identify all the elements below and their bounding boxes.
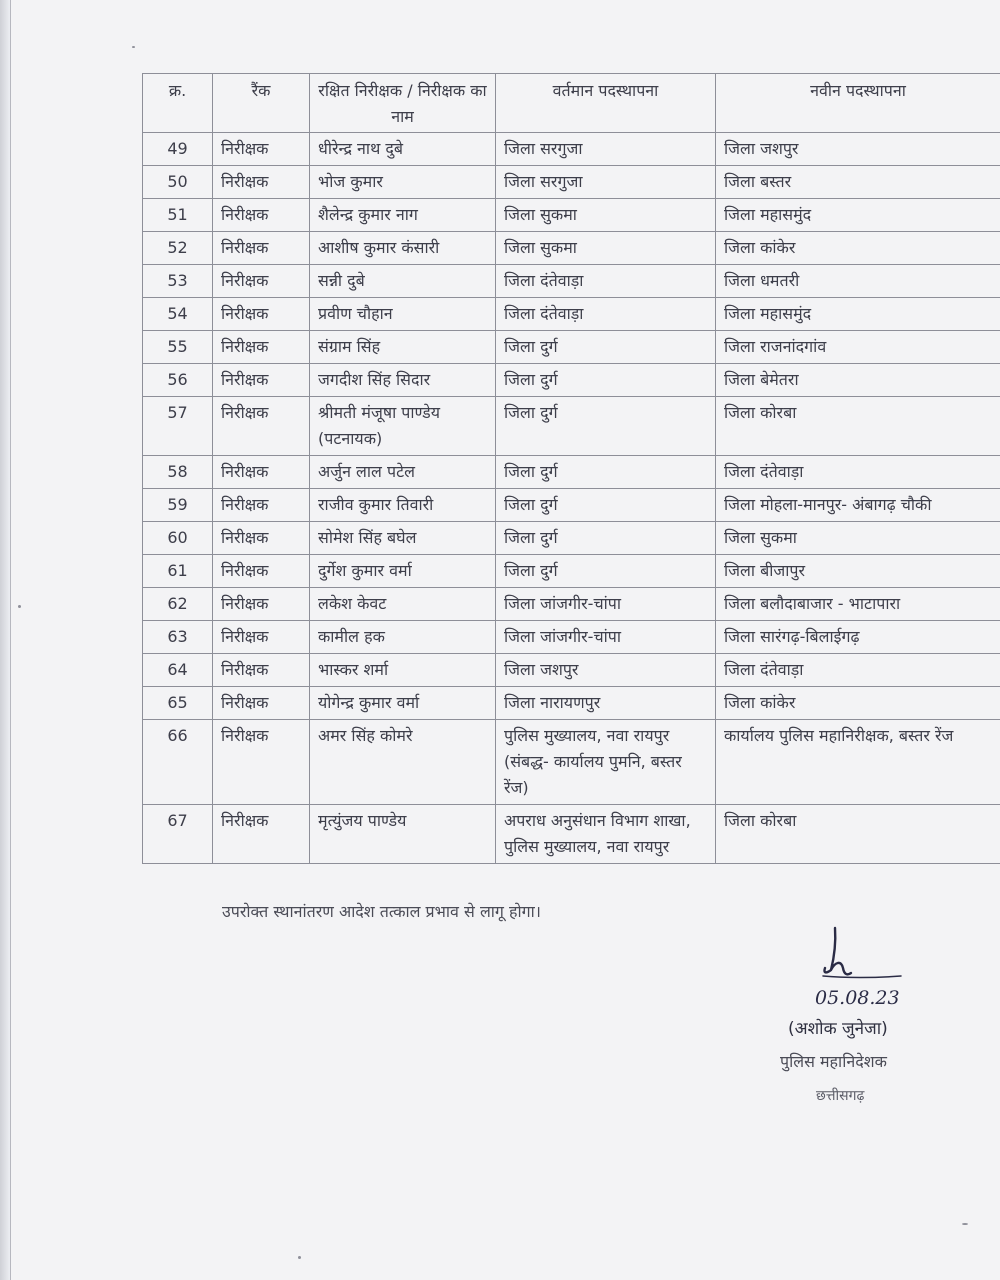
cell-current-posting: जिला दुर्ग	[496, 555, 716, 588]
closing-note: उपरोक्त स्थानांतरण आदेश तत्काल प्रभाव से लागू होगा।	[222, 902, 541, 921]
table-row	[143, 456, 1000, 489]
cell-current-posting: जिला दुर्ग	[496, 456, 716, 489]
cell-name: भास्कर शर्मा	[310, 654, 496, 687]
table-row	[143, 654, 1000, 687]
cell-new-posting: जिला महासमुंद	[716, 298, 1000, 331]
scan-speck	[132, 46, 135, 48]
cell-name: भोज कुमार	[310, 166, 496, 199]
cell-name: धीरेन्द्र नाथ दुबे	[310, 133, 496, 166]
cell-rank: निरीक्षक	[213, 805, 310, 864]
cell-serial: 60	[143, 522, 213, 555]
signatory-name: (अशोक जुनेजा)	[788, 1019, 888, 1039]
cell-rank: निरीक्षक	[213, 720, 310, 805]
cell-rank: निरीक्षक	[213, 621, 310, 654]
page-edge-line	[10, 0, 11, 1280]
cell-new-posting: जिला बस्तर	[716, 166, 1000, 199]
table-row	[143, 265, 1000, 298]
cell-current-posting: जिला दुर्ग	[496, 364, 716, 397]
handwritten-signature	[805, 918, 935, 1013]
cell-new-posting: जिला सारंगढ़-बिलाईगढ़	[716, 621, 1000, 654]
cell-rank: निरीक्षक	[213, 265, 310, 298]
cell-current-posting: जिला दुर्ग	[496, 522, 716, 555]
cell-rank: निरीक्षक	[213, 654, 310, 687]
cell-serial: 59	[143, 489, 213, 522]
table-row	[143, 397, 1000, 456]
cell-new-posting: जिला कोरबा	[716, 397, 1000, 456]
cell-name: प्रवीण चौहान	[310, 298, 496, 331]
cell-new-posting: जिला कोरबा	[716, 805, 1000, 864]
signatory-state: छत्तीसगढ़	[816, 1088, 865, 1104]
cell-current-posting: जिला दुर्ग	[496, 397, 716, 456]
table-row	[143, 805, 1000, 864]
cell-serial: 52	[143, 232, 213, 265]
cell-new-posting: जिला बेमेतरा	[716, 364, 1000, 397]
cell-name: योगेन्द्र कुमार वर्मा	[310, 687, 496, 720]
cell-name: लकेश केवट	[310, 588, 496, 621]
cell-name: अर्जुन लाल पटेल	[310, 456, 496, 489]
cell-current-posting: जिला दंतेवाड़ा	[496, 298, 716, 331]
cell-name: राजीव कुमार तिवारी	[310, 489, 496, 522]
table-row	[143, 588, 1000, 621]
cell-serial: 62	[143, 588, 213, 621]
cell-serial: 63	[143, 621, 213, 654]
header-rank: रैंक	[213, 74, 310, 133]
cell-current-posting: जिला दंतेवाड़ा	[496, 265, 716, 298]
header-name: रक्षित निरीक्षक / निरीक्षक का नाम	[310, 74, 496, 133]
cell-current-posting: जिला जांजगीर-चांपा	[496, 588, 716, 621]
cell-new-posting: जिला सुकमा	[716, 522, 1000, 555]
cell-rank: निरीक्षक	[213, 555, 310, 588]
cell-serial: 54	[143, 298, 213, 331]
header-new-posting: नवीन पदस्थापना	[716, 74, 1000, 133]
cell-current-posting: जिला सुकमा	[496, 232, 716, 265]
cell-serial: 49	[143, 133, 213, 166]
cell-serial: 53	[143, 265, 213, 298]
cell-name: संग्राम सिंह	[310, 331, 496, 364]
table-row	[143, 720, 1000, 805]
table-row	[143, 364, 1000, 397]
cell-current-posting: अपराध अनुसंधान विभाग शाखा, पुलिस मुख्यालय, नवा रायपुर	[496, 805, 716, 864]
cell-current-posting: जिला जांजगीर-चांपा	[496, 621, 716, 654]
cell-rank: निरीक्षक	[213, 489, 310, 522]
table-row	[143, 687, 1000, 720]
cell-serial: 51	[143, 199, 213, 232]
cell-rank: निरीक्षक	[213, 364, 310, 397]
header-current-posting: वर्तमान पदस्थापना	[496, 74, 716, 133]
cell-rank: निरीक्षक	[213, 298, 310, 331]
cell-new-posting: जिला महासमुंद	[716, 199, 1000, 232]
cell-current-posting: जिला जशपुर	[496, 654, 716, 687]
cell-name: श्रीमती मंजूषा पाण्डेय (पटनायक)	[310, 397, 496, 456]
cell-current-posting: जिला सरगुजा	[496, 166, 716, 199]
cell-serial: 65	[143, 687, 213, 720]
cell-new-posting: कार्यालय पुलिस महानिरीक्षक, बस्तर रेंज	[716, 720, 1000, 805]
table-header-row	[143, 74, 1000, 133]
cell-name: जगदीश सिंह सिदार	[310, 364, 496, 397]
cell-current-posting: जिला दुर्ग	[496, 331, 716, 364]
cell-serial: 66	[143, 720, 213, 805]
cell-new-posting: जिला मोहला-मानपुर- अंबागढ़ चौकी	[716, 489, 1000, 522]
cell-new-posting: जिला दंतेवाड़ा	[716, 654, 1000, 687]
cell-rank: निरीक्षक	[213, 331, 310, 364]
cell-rank: निरीक्षक	[213, 456, 310, 489]
cell-serial: 64	[143, 654, 213, 687]
cell-name: सोमेश सिंह बघेल	[310, 522, 496, 555]
cell-rank: निरीक्षक	[213, 397, 310, 456]
cell-new-posting: जिला कांकेर	[716, 232, 1000, 265]
cell-current-posting: जिला सुकमा	[496, 199, 716, 232]
table-row	[143, 199, 1000, 232]
cell-current-posting: जिला नारायणपुर	[496, 687, 716, 720]
cell-new-posting: जिला दंतेवाड़ा	[716, 456, 1000, 489]
table-row	[143, 298, 1000, 331]
table-row	[143, 133, 1000, 166]
cell-name: मृत्युंजय पाण्डेय	[310, 805, 496, 864]
cell-rank: निरीक्षक	[213, 133, 310, 166]
scan-speck	[962, 1223, 968, 1225]
cell-serial: 56	[143, 364, 213, 397]
cell-serial: 67	[143, 805, 213, 864]
cell-name: अमर सिंह कोमरे	[310, 720, 496, 805]
header-serial: क्र.	[143, 74, 213, 133]
cell-rank: निरीक्षक	[213, 199, 310, 232]
table-row	[143, 331, 1000, 364]
cell-rank: निरीक्षक	[213, 588, 310, 621]
table-row	[143, 555, 1000, 588]
signature-date: 05.08.23	[815, 987, 900, 1009]
cell-new-posting: जिला बीजापुर	[716, 555, 1000, 588]
table-row	[143, 621, 1000, 654]
page-edge	[0, 0, 10, 1280]
table-row	[143, 489, 1000, 522]
cell-name: सन्नी दुबे	[310, 265, 496, 298]
cell-current-posting: पुलिस मुख्यालय, नवा रायपुर (संबद्ध- कार्यालय पुमनि, बस्तर रेंज)	[496, 720, 716, 805]
cell-new-posting: जिला राजनांदगांव	[716, 331, 1000, 364]
cell-name: दुर्गेश कुमार वर्मा	[310, 555, 496, 588]
cell-name: शैलेन्द्र कुमार नाग	[310, 199, 496, 232]
cell-new-posting: जिला जशपुर	[716, 133, 1000, 166]
cell-serial: 57	[143, 397, 213, 456]
cell-serial: 55	[143, 331, 213, 364]
table-row	[143, 522, 1000, 555]
table-body	[143, 133, 1000, 864]
scan-speck	[298, 1256, 301, 1259]
cell-rank: निरीक्षक	[213, 522, 310, 555]
transfer-table	[142, 73, 1000, 864]
cell-rank: निरीक्षक	[213, 687, 310, 720]
cell-new-posting: जिला बलौदाबाजार - भाटापारा	[716, 588, 1000, 621]
signatory-designation: पुलिस महानिदेशक	[780, 1052, 887, 1071]
cell-current-posting: जिला सरगुजा	[496, 133, 716, 166]
cell-rank: निरीक्षक	[213, 232, 310, 265]
cell-name: कामील हक	[310, 621, 496, 654]
cell-rank: निरीक्षक	[213, 166, 310, 199]
scan-speck	[18, 605, 21, 608]
cell-new-posting: जिला धमतरी	[716, 265, 1000, 298]
cell-name: आशीष कुमार कंसारी	[310, 232, 496, 265]
cell-new-posting: जिला कांकेर	[716, 687, 1000, 720]
cell-serial: 58	[143, 456, 213, 489]
table-row	[143, 166, 1000, 199]
cell-serial: 61	[143, 555, 213, 588]
cell-current-posting: जिला दुर्ग	[496, 489, 716, 522]
cell-serial: 50	[143, 166, 213, 199]
table-row	[143, 232, 1000, 265]
